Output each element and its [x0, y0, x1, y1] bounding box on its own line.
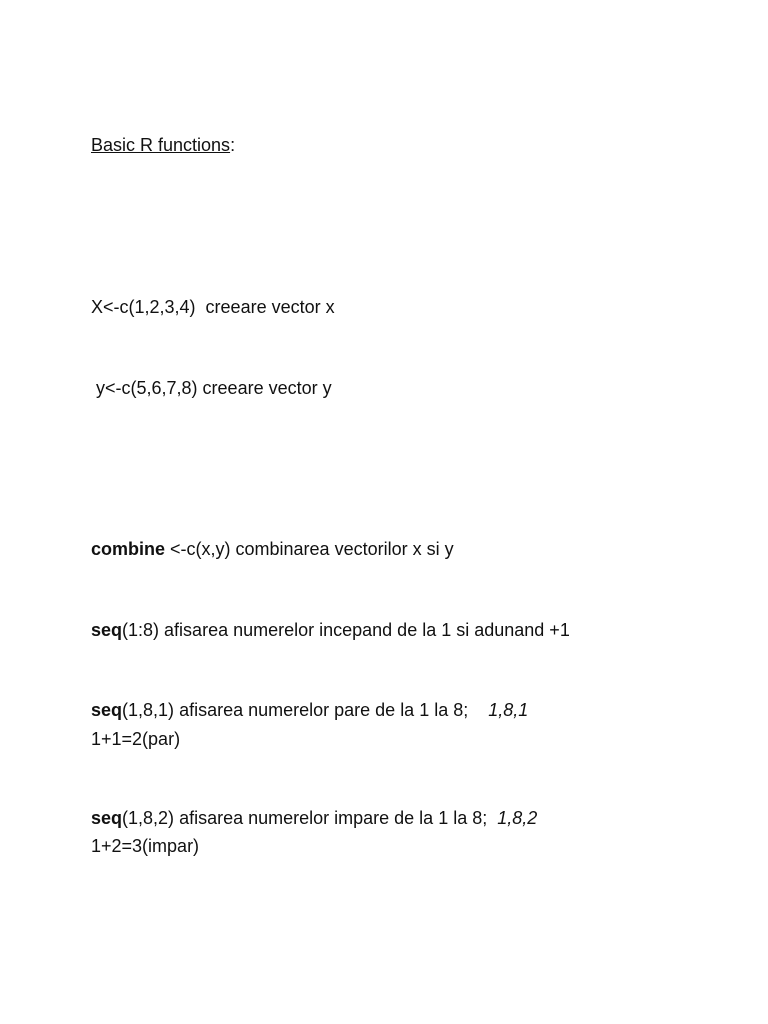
heading-colon: : — [230, 135, 236, 155]
seq-odd-line — [91, 807, 537, 829]
seq-range-args: (1:8) — [122, 620, 160, 640]
page-heading — [91, 134, 235, 156]
combine-line — [91, 538, 454, 560]
vector-x-desc: creeare vector x — [195, 297, 335, 317]
seq-range-desc: afisarea numerelor incepand de la 1 si adunand +1 — [159, 620, 570, 640]
seq-even-args: (1,8,1) — [122, 700, 175, 720]
vector-x-line — [91, 296, 335, 318]
seq-even-italic-args: 1,8,1 — [488, 700, 529, 720]
combine-keyword: combine — [91, 539, 166, 559]
seq-keyword: seq — [91, 808, 123, 828]
seq-keyword: seq — [91, 700, 123, 720]
seq-odd-args: (1,8,2) — [122, 808, 175, 828]
vector-y-line — [91, 377, 332, 399]
seq-range-line — [91, 619, 570, 641]
seq-odd-note: 1+2=3(impar) — [91, 836, 200, 856]
combine-desc: combinarea vectorilor x si y — [230, 539, 454, 559]
vector-y-code: y<-c(5,6,7,8) — [91, 378, 198, 398]
seq-odd-italic-args: 1,8,2 — [497, 808, 538, 828]
seq-even-line — [91, 699, 528, 721]
vector-y-desc: creeare vector y — [197, 378, 332, 398]
combine-args: <-c(x,y) — [165, 539, 231, 559]
heading-text: Basic R functions — [91, 135, 231, 155]
seq-even-desc: afisarea numerelor pare de la 1 la 8; — [174, 700, 489, 720]
seq-keyword: seq — [91, 620, 123, 640]
seq-even-note: 1+1=2(par) — [91, 729, 181, 749]
seq-odd-desc: afisarea numerelor impare de la 1 la 8; — [174, 808, 498, 828]
vector-x-code: X<-c(1,2,3,4) — [91, 297, 196, 317]
